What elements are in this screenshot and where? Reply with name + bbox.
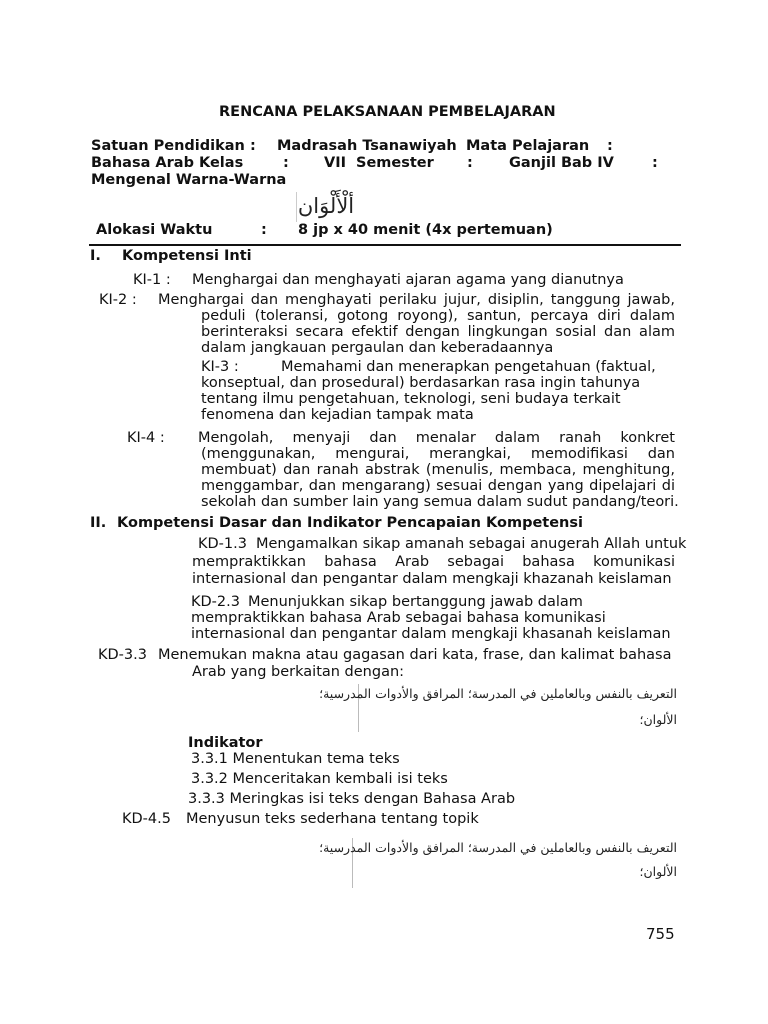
ki3-line: Memahami dan menerapkan pengetahuan (faktual, [281, 359, 656, 375]
indikator-item: 3.3.3 Meringkas isi teks dengan Bahasa Arab [188, 791, 516, 807]
semester-label: Semester [356, 155, 434, 171]
ki3-line: fenomena dan kejadian tampak mata [201, 407, 474, 423]
kd33-line: Arab yang berkaitan dengan: [192, 664, 405, 680]
ki4-line: Mengolah, menyaji dan menalar dalam ranah konkret [198, 430, 675, 446]
ki4-line: membuat) dan ranah abstrak (menulis, membaca, menghitung, [201, 462, 675, 478]
section-title: Kompetensi Dasar dan Indikator Pencapaian Kompetensi [117, 515, 583, 531]
ki3-line: tentang ilmu pengetahuan, teknologi, seni budaya terkait [201, 391, 621, 407]
kd13-line: internasional dan pengantar dalam mengkaji khazanah keislaman [192, 571, 672, 587]
ki1-code: KI-1 : [133, 272, 171, 288]
kd45-arabic-line: الألوان؛ [639, 864, 677, 879]
kd45-code: KD-4.5 [122, 811, 171, 827]
kd33-code: KD-3.3 [98, 647, 147, 663]
page-number: 755 [646, 925, 675, 943]
ki2-line: dalam jangkauan pergaulan dan keberadaannya [201, 340, 554, 356]
kd33-line: Menemukan makna atau gagasan dari kata, frase, dan kalimat bahasa [158, 647, 672, 663]
ki3-line: konseptual, dan prosedural) berdasarkan rasa ingin tahunya [201, 375, 641, 391]
kd13-line: mempraktikkan bahasa Arab sebagai bahasa komunikasi [192, 554, 675, 570]
colon: : [607, 138, 613, 154]
ki4-line: (menggunakan, mengurai, merangkai, memodifikasi dan [201, 446, 675, 462]
kd13-code: KD-1.3 [198, 536, 247, 552]
kd23-line: internasional dan pengantar dalam mengkaji khasanah keislaman [191, 626, 671, 642]
kd13-line: Mengamalkan sikap amanah sebagai anugerah Allah untuk [256, 536, 687, 552]
colon: : [652, 155, 658, 171]
bab-title: Mengenal Warna-Warna [91, 172, 287, 188]
colon: : [261, 222, 267, 238]
ki4-line: menggambar, dan mengarang) sesuai dengan yang dipelajari di [201, 478, 675, 494]
satuan-value: Madrasah Tsanawiyah [277, 138, 457, 154]
kd33-arabic-box [319, 684, 677, 732]
kd23-line: Menunjukkan sikap bertanggung jawab dalam [248, 594, 583, 610]
colon: : [250, 138, 256, 154]
satuan-label: Satuan Pendidikan [91, 138, 245, 154]
ki2-code: KI-2 : [99, 292, 137, 308]
section-title: Kompetensi Inti [122, 248, 252, 264]
section-number: II. [90, 515, 107, 531]
kd23-code: KD-2.3 [191, 594, 240, 610]
ki2-line: berinteraksi secara efektif dengan lingkungan sosial dan alam [201, 324, 675, 340]
kd33-arabic-line: الألوان؛ [639, 712, 677, 727]
kd45-text: Menyusun teks sederhana tentang topik [186, 811, 479, 827]
ki2-line: Menghargai dan menghayati perilaku jujur, disiplin, tanggung jawab, [158, 292, 675, 308]
ki4-code: KI-4 : [127, 430, 165, 446]
arabic-bab-title: ألْأَلْوَان [296, 192, 355, 222]
section-number: I. [90, 248, 101, 264]
colon: : [467, 155, 473, 171]
divider-line [89, 244, 681, 246]
kd45-arabic-box [319, 838, 679, 888]
ki4-line: sekolah dan sumber lain yang semua dalam sudut pandang/teori. [201, 494, 679, 510]
document-title: RENCANA PELAKSANAAN PEMBELAJARAN [219, 104, 556, 120]
semester-value-bab: Ganjil Bab IV [509, 155, 614, 171]
ki1-text: Menghargai dan menghayati ajaran agama yang dianutnya [192, 272, 624, 288]
kd45-arabic-line: التعريف بالنفس وبالعاملين في المدرسة؛ المرافق والأدوات المدرسية؛ [319, 840, 677, 855]
colon: : [283, 155, 289, 171]
kelas-value: VII [324, 155, 347, 171]
ki2-line: peduli (toleransi, gotong royong), santun, percaya diri dalam [201, 308, 675, 324]
kd23-line: mempraktikkan bahasa Arab sebagai bahasa komunikasi [191, 610, 606, 626]
indikator-item: 3.3.1 Menentukan tema teks [191, 751, 400, 767]
kd33-arabic-line: التعريف بالنفس وبالعاملين في المدرسة؛ المرافق والأدوات المدرسية؛ [319, 686, 677, 701]
indikator-item: 3.3.2 Menceritakan kembali isi teks [191, 771, 448, 787]
alokasi-value: 8 jp x 40 menit (4x pertemuan) [298, 222, 553, 238]
mapel-value-kelas-label: Bahasa Arab Kelas [91, 155, 244, 171]
indikator-title: Indikator [188, 735, 263, 751]
ki3-code: KI-3 : [201, 359, 239, 375]
mapel-label: Mata Pelajaran [466, 138, 590, 154]
alokasi-label: Alokasi Waktu [96, 222, 213, 238]
